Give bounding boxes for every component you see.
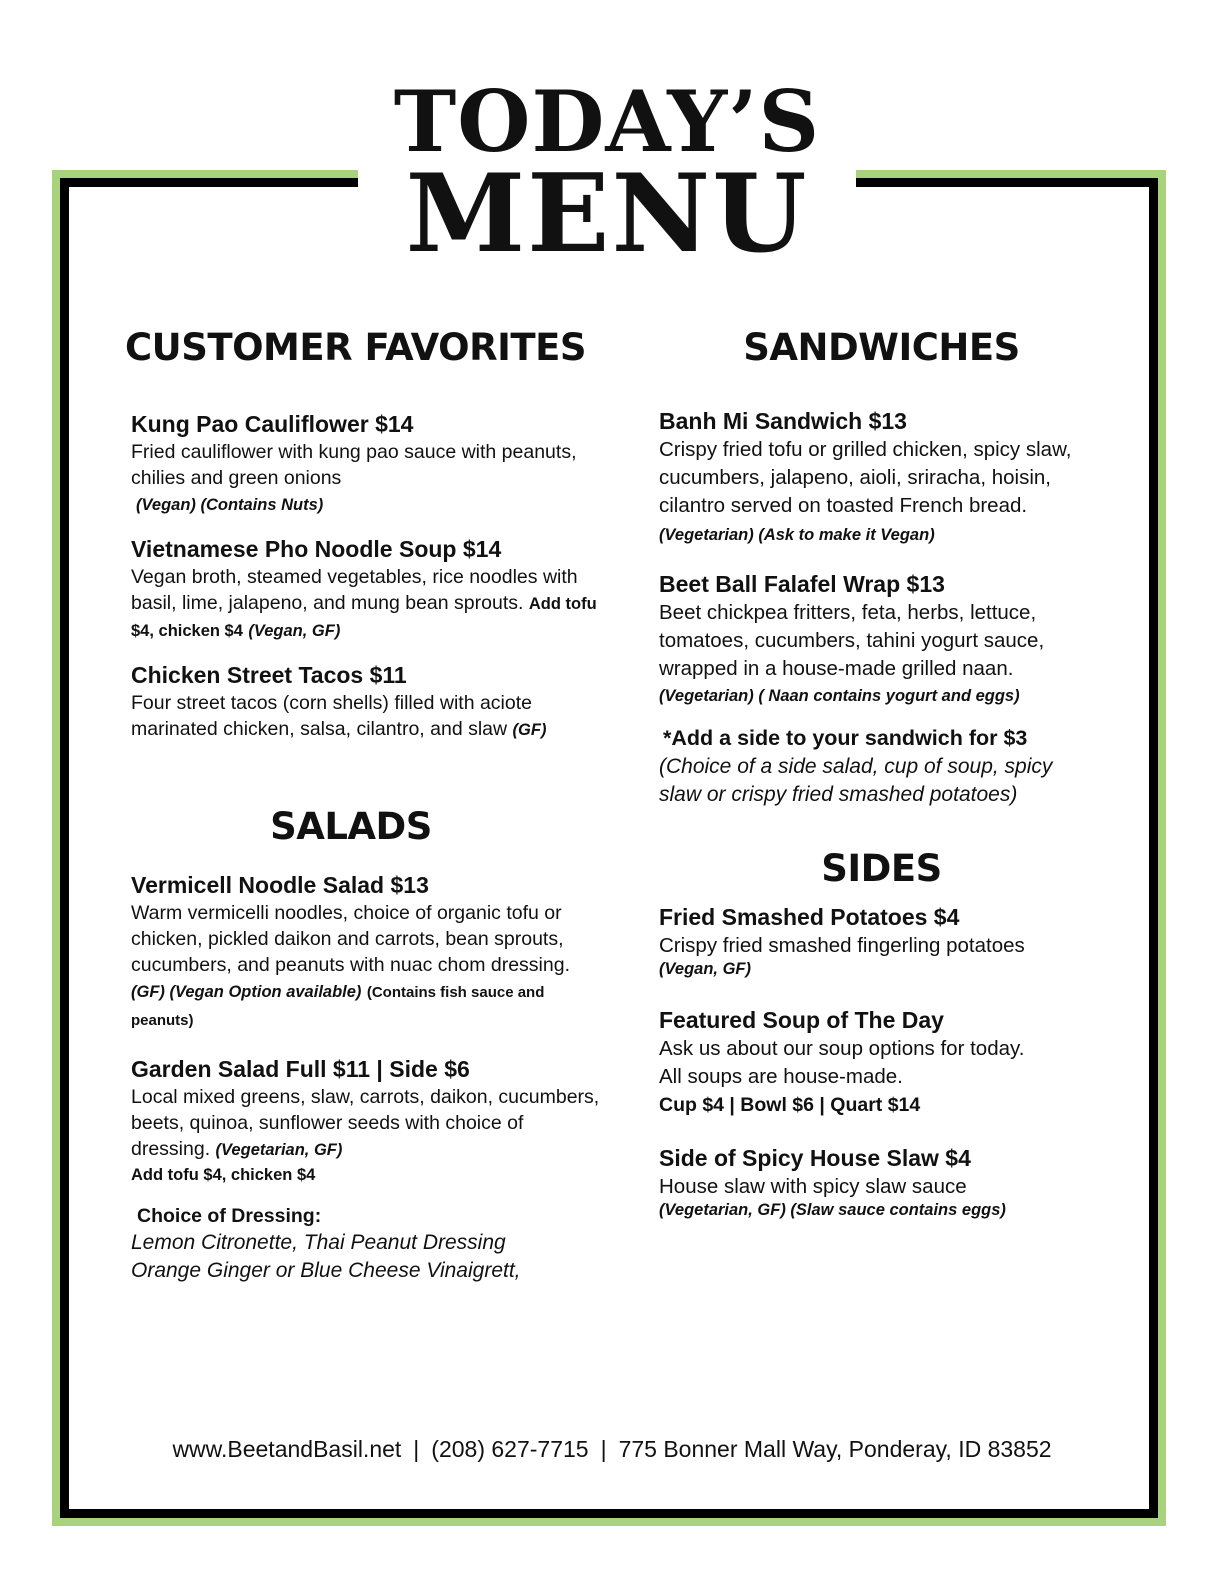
title-todays: TODAY’S <box>393 72 821 171</box>
dressing-block <box>131 1203 601 1285</box>
footer-website[interactable]: www.BeetandBasil.net <box>172 1436 402 1462</box>
title-menu: MENU <box>405 151 809 277</box>
item-addon: Add tofu $4, chicken $4 <box>131 1166 316 1184</box>
item-note: (Vegetarian, GF) (Slaw sauce contains eggs) <box>659 1201 1006 1219</box>
item-name: Featured Soup of The Day <box>659 1007 944 1033</box>
soup-prices: Cup $4 | Bowl $6 | Quart $14 <box>659 1094 921 1116</box>
section-title-sides: SIDES <box>821 847 942 890</box>
item-name: Vietnamese Pho Noodle Soup $14 <box>131 536 502 562</box>
section-title-customer-favorites: CUSTOMER FAVORITES <box>125 326 587 369</box>
menu-item <box>131 660 601 743</box>
menu-item <box>659 1143 1104 1220</box>
item-name: Kung Pao Cauliflower $14 <box>131 411 414 437</box>
section-title-salads: SALADS <box>270 805 432 848</box>
menu-item <box>659 1005 1104 1119</box>
side-offer <box>659 723 1104 809</box>
item-desc: Crispy fried tofu or grilled chicken, spicy slaw, cucumbers, jalapeno, aioli, sriracha, hoisin, cilantro served on toasted French bread. <box>659 438 1072 517</box>
item-note: (Vegan, GF) <box>659 960 751 978</box>
item-note: (Vegan, GF) <box>248 622 341 640</box>
item-desc: Warm vermicelli noodles, choice of organic tofu or chicken, pickled daikon and carrots, bean sprouts, cucumbers, and peanuts with nuac chom dressing. <box>131 902 570 976</box>
menu-item <box>131 1054 601 1187</box>
item-desc: Vegan broth, steamed vegetables, rice noodles with basil, lime, jalapeno, and mung bean sprouts. <box>131 566 578 614</box>
item-name: Vermicell Noodle Salad $13 <box>131 872 429 898</box>
item-note: (Vegan) (Contains Nuts) <box>136 496 324 514</box>
side-offer-line: slaw or crispy fried smashed potatoes) <box>659 783 1018 806</box>
item-name: Side of Spicy House Slaw $4 <box>659 1145 971 1171</box>
menu-title <box>358 72 856 277</box>
left-column <box>125 326 601 1285</box>
item-note: (GF) (Vegan Option available) <box>131 983 362 1001</box>
item-desc: House slaw with spicy slaw sauce <box>659 1175 967 1198</box>
footer-separator: | <box>600 1436 607 1462</box>
item-note: (Vegetarian, GF) <box>215 1141 343 1159</box>
item-desc: All soups are house-made. <box>659 1065 903 1088</box>
item-desc: Beet chickpea fritters, feta, herbs, lettuce, tomatoes, cucumbers, tahini yogurt sauce, wrapped in a house-made grilled naan. <box>659 601 1045 680</box>
item-name: Banh Mi Sandwich $13 <box>659 408 907 434</box>
item-name: Fried Smashed Potatoes $4 <box>659 904 960 930</box>
side-offer-line: (Choice of a side salad, cup of soup, spicy <box>659 755 1053 778</box>
item-addon: Add tofu $4, chicken $4 <box>131 595 597 640</box>
footer-separator: | <box>413 1436 420 1462</box>
item-note: (GF) <box>512 721 547 739</box>
menu-item <box>659 569 1104 709</box>
footer-contact <box>0 1436 1224 1463</box>
side-offer-title: *Add a side to your sandwich for $3 <box>663 726 1028 750</box>
item-desc: Fried cauliflower with kung pao sauce with peanuts, chilies and green onions <box>131 441 577 489</box>
item-desc: Local mixed greens, slaw, carrots, daikon, cucumbers, beets, quinoa, sunflower seeds with choice of dressing. <box>131 1086 600 1160</box>
item-note: (Vegetarian) (Ask to make it Vegan) <box>659 526 935 544</box>
footer-address: 775 Bonner Mall Way, Ponderay, ID 83852 <box>618 1436 1052 1462</box>
item-desc: Four street tacos (corn shells) filled with aciote marinated chicken, salsa, cilantro, and slaw <box>131 692 532 740</box>
dressing-line: Orange Ginger or Blue Cheese Vinaigrett, <box>131 1259 521 1282</box>
menu-item <box>659 902 1104 979</box>
menu-item <box>131 534 601 644</box>
menu-item <box>131 409 601 518</box>
footer-phone[interactable]: (208) 627-7715 <box>431 1436 589 1462</box>
right-column <box>659 326 1104 1220</box>
item-note-allergens: (Contains fish sauce and peanuts) <box>131 984 545 1029</box>
item-desc: Crispy fried smashed fingerling potatoes <box>659 934 1025 957</box>
item-name: Beet Ball Falafel Wrap $13 <box>659 571 945 597</box>
menu-item <box>659 406 1104 549</box>
section-title-sandwiches: SANDWICHES <box>743 326 1020 369</box>
item-note: (Vegetarian) ( Naan contains yogurt and eggs) <box>659 687 1020 705</box>
item-desc: Ask us about our soup options for today. <box>659 1037 1025 1060</box>
dressing-line: Lemon Citronette, Thai Peanut Dressing <box>131 1231 506 1254</box>
item-name: Chicken Street Tacos $11 <box>131 662 407 688</box>
menu-item <box>131 870 601 1034</box>
dressing-label: Choice of Dressing: <box>137 1205 322 1227</box>
item-name: Garden Salad Full $11 | Side $6 <box>131 1056 470 1082</box>
